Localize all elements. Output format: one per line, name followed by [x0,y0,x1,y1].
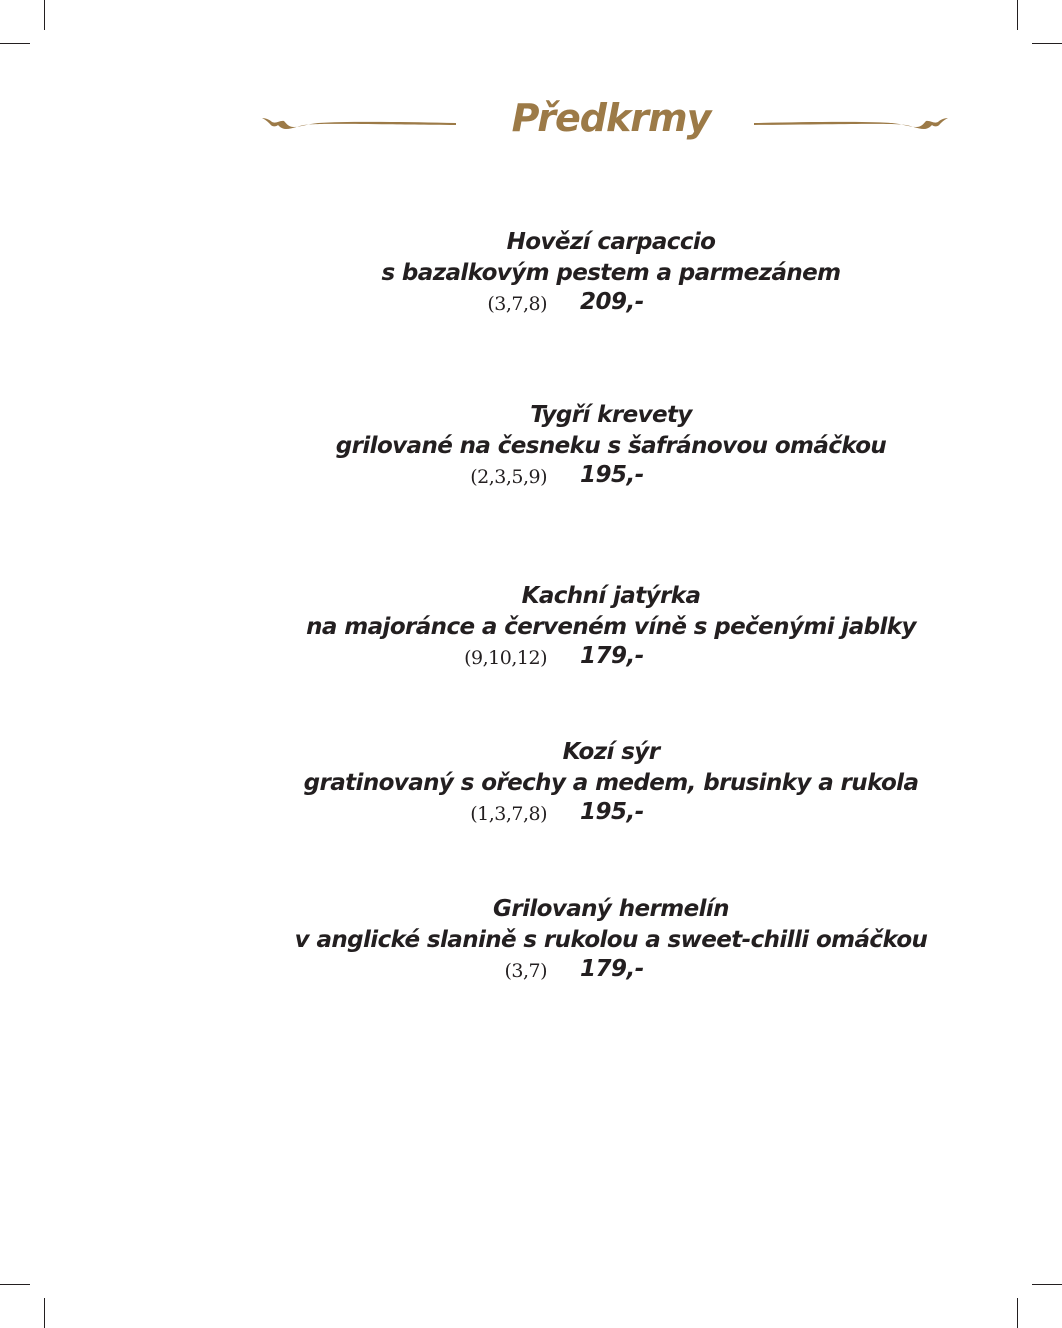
item-price: 195,- [580,462,644,488]
menu-item [0,581,1062,675]
item-name: Kachní jatýrka [521,583,701,609]
item-name: Hovězí carpaccio [506,229,716,255]
menu-item [0,894,1062,988]
item-allergens: (9,10,12) [464,647,547,669]
item-name: Kozí sýr [562,739,660,765]
crop-mark-bottom-left-v [44,1298,45,1328]
item-price: 179,- [580,956,644,982]
item-description: s bazalkovým pestem a parmezánem [381,260,841,286]
menu-item [0,400,1062,494]
item-name: Grilovaný hermelín [493,896,729,922]
item-name: Tygří krevety [530,402,692,428]
item-allergens: (1,3,7,8) [470,803,547,825]
item-description: v anglické slanině s rukolou a sweet-chilli omáčkou [294,927,928,953]
item-price: 179,- [580,643,644,669]
item-allergens: (3,7) [504,960,547,982]
item-description: grilované na česneku s šafránovou omáčkou [335,433,887,459]
item-price: 195,- [580,799,644,825]
crop-mark-top-right-h [1032,43,1062,44]
crop-mark-bottom-right-v [1017,1298,1018,1328]
menu-item [0,227,1062,321]
page-title: Předkrmy [511,96,711,140]
item-description: na majoránce a červeném víně s pečenými jablky [306,614,916,640]
item-price: 209,- [580,289,644,315]
crop-mark-bottom-right-h [1032,1284,1062,1285]
menu-item [0,737,1062,831]
item-allergens: (3,7,8) [487,293,547,315]
crop-mark-top-right-v [1017,0,1018,30]
item-allergens: (2,3,5,9) [470,466,547,488]
crop-mark-top-left-v [44,0,45,30]
crop-mark-bottom-left-h [0,1284,30,1285]
item-description: gratinovaný s ořechy a medem, brusinky a rukola [303,770,919,796]
crop-mark-top-left-h [0,43,30,44]
